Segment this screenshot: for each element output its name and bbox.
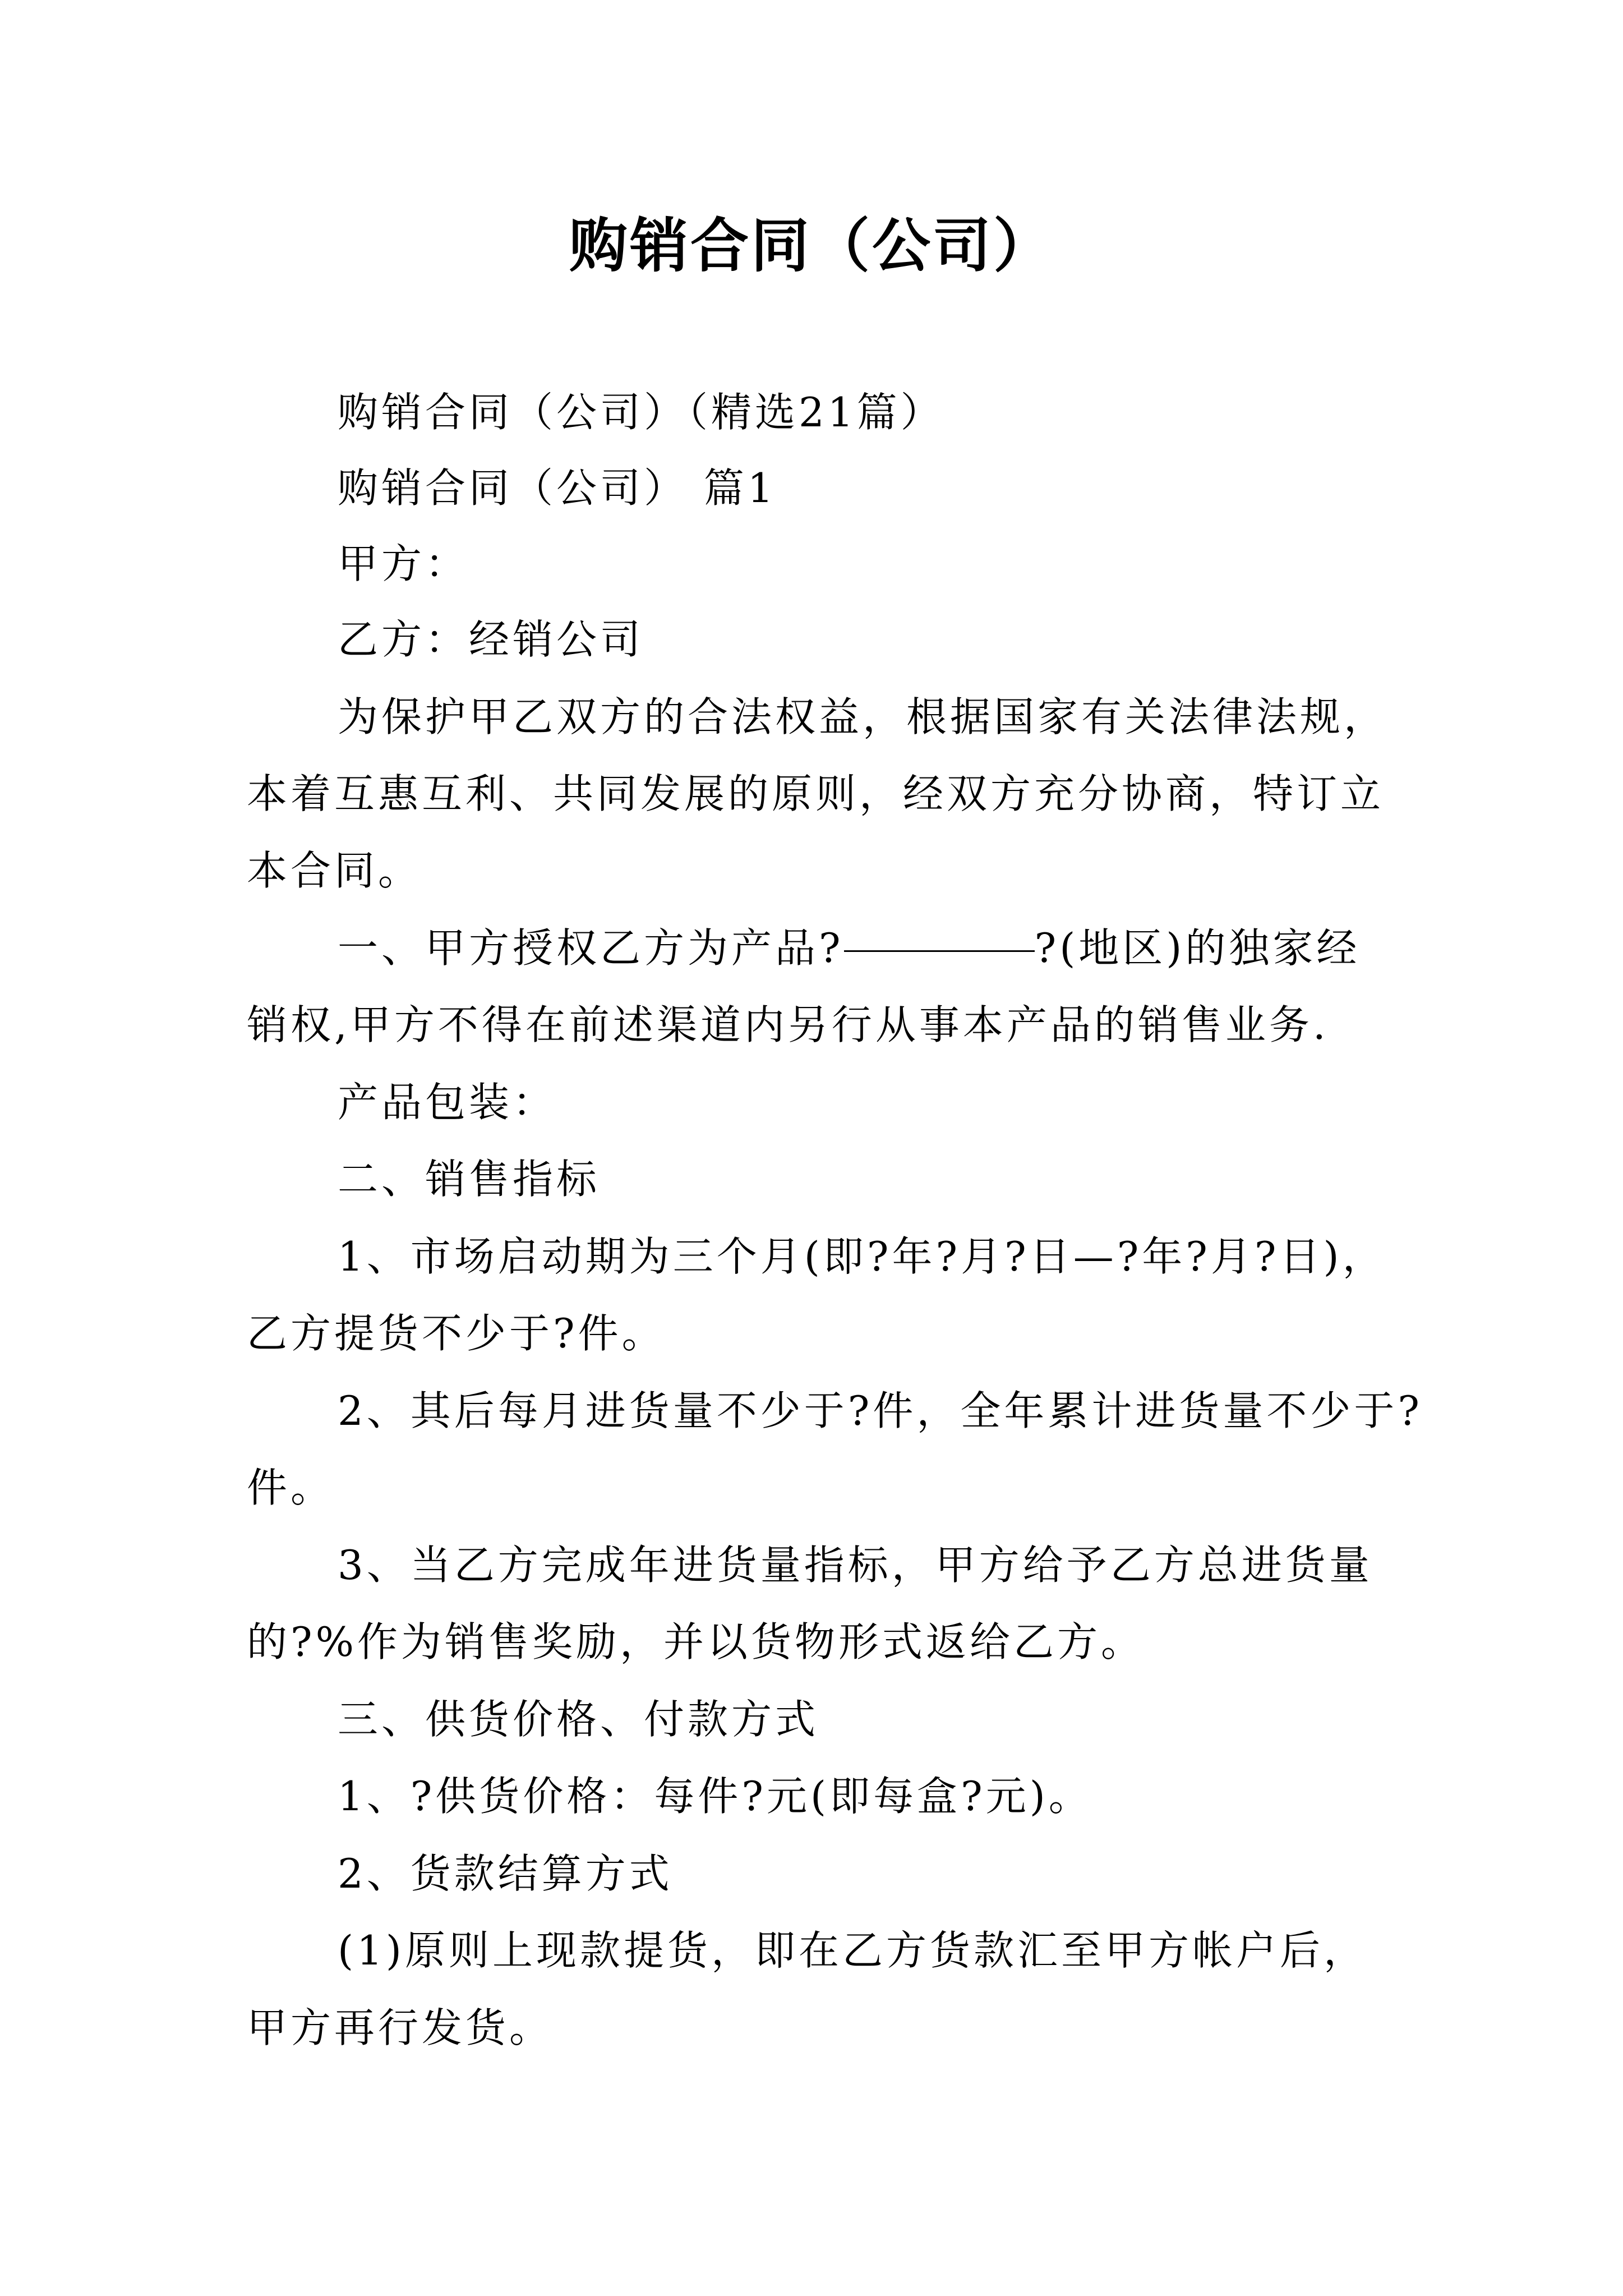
clause-line: 的?%作为销售奖励，并以货物形式返给乙方。	[247, 1618, 1145, 1665]
party-b-line: 乙方：经销公司	[338, 616, 644, 663]
paragraph-line: 本着互惠互利、共同发展的原则，经双方充分协商，特订立	[247, 770, 1385, 817]
clause-line: 1、市场启动期为三个月(即?年?月?日—?年?月?日)，	[338, 1233, 1386, 1280]
fill-in-blank	[844, 948, 1035, 952]
document-title: 购销合同（公司）	[569, 211, 1054, 280]
clause-line: 产品包装：	[338, 1079, 557, 1126]
party-a-line: 甲方：	[338, 540, 469, 587]
clause-line: 乙方提货不少于?件。	[247, 1310, 666, 1357]
section-heading: 三、供货价格、付款方式	[338, 1696, 819, 1743]
clause-text: ?(地区)的独家经	[1034, 924, 1361, 972]
clause-line	[338, 920, 1360, 976]
clause-line: (1)原则上现款提货，即在乙方货款汇至甲方帐户后，	[338, 1927, 1367, 1974]
clause-line: 1、?供货价格：每件?元(即每盒?元)。	[338, 1773, 1092, 1820]
section-heading: 购销合同（公司） 篇1	[338, 464, 777, 512]
clause-text: 一、甲方授权乙方为产品?	[338, 924, 844, 972]
clause-line: 甲方再行发货。	[247, 2004, 554, 2051]
clause-line: 件。	[247, 1464, 335, 1511]
paragraph-line: 为保护甲乙双方的合法权益，根据国家有关法律法规，	[338, 693, 1388, 740]
paragraph-line: 本合同。	[247, 847, 422, 894]
clause-line: 3、当乙方完成年进货量指标，甲方给予乙方总进货量	[338, 1542, 1373, 1589]
clause-line: 销权,甲方不得在前述渠道内另行从事本产品的销售业务.	[247, 1001, 1329, 1048]
subtitle: 购销合同（公司）（精选21篇）	[338, 389, 944, 436]
clause-line: 2、货款结算方式	[338, 1850, 673, 1897]
clause-line: 2、其后每月进货量不少于?件，全年累计进货量不少于?	[338, 1387, 1423, 1434]
section-heading: 二、销售指标	[338, 1156, 601, 1203]
